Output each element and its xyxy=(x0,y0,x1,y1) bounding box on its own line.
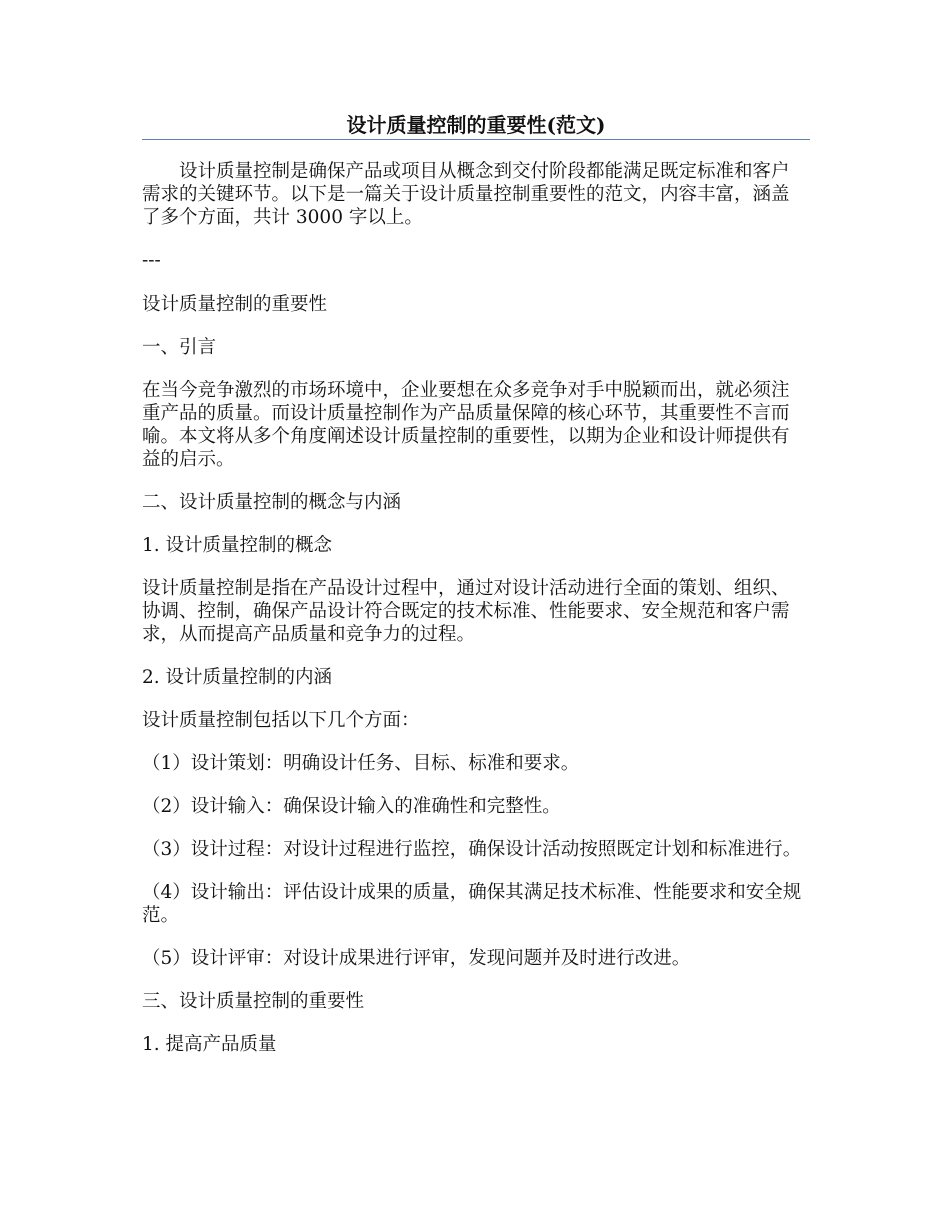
section-2-subheading-1: 1. 设计质量控制的概念 xyxy=(142,535,333,556)
section-3-heading: 三、设计质量控制的重要性 xyxy=(142,991,365,1012)
section-2-heading: 二、设计质量控制的概念与内涵 xyxy=(142,492,402,513)
intro-paragraph: 设计质量控制是确保产品或项目从概念到交付阶段都能满足既定标准和客户需求的关键环节。以下是一篇关于设计质量控制重要性的范文，内容丰富，涵盖了多个方面，共计 3000 字以上。 xyxy=(142,161,790,228)
list-item-2: （2）设计输入：确保设计输入的准确性和完整性。 xyxy=(142,796,561,817)
list-item-5: （5）设计评审：对设计成果进行评审，发现问题并及时进行改进。 xyxy=(142,948,691,969)
section-3-subheading-1: 1. 提高产品质量 xyxy=(142,1034,277,1055)
section-2-paragraph-2: 设计质量控制包括以下几个方面： xyxy=(142,710,420,731)
title-underline xyxy=(142,139,810,140)
list-item-3: （3）设计过程：对设计过程进行监控，确保设计活动按照既定计划和标准进行。 xyxy=(142,839,802,860)
section-2-subheading-2: 2. 设计质量控制的内涵 xyxy=(142,667,333,688)
section-1-paragraph: 在当今竞争激烈的市场环境中，企业要想在众多竞争对手中脱颖而出，就必须注重产品的质量。而设计质量控制作为产品质量保障的核心环节，其重要性不言而喻。本文将从多个角度阐述设计质量控制的重要性，以期为企业和设计师提供有益的启示。 xyxy=(142,380,790,470)
document-title: 设计质量控制的重要性(范文) xyxy=(346,113,606,137)
document-body xyxy=(142,160,807,1076)
list-item-1: （1）设计策划：明确设计任务、目标、标准和要求。 xyxy=(142,753,580,774)
list-item-4: （4）设计输出：评估设计成果的质量，确保其满足技术标准、性能要求和安全规范。 xyxy=(142,882,802,926)
section-1-heading: 一、引言 xyxy=(142,337,217,358)
article-title: 设计质量控制的重要性 xyxy=(142,294,328,315)
section-2-paragraph-1: 设计质量控制是指在产品设计过程中，通过对设计活动进行全面的策划、组织、协调、控制，确保产品设计符合既定的技术标准、性能要求、安全规范和客户需求，从而提高产品质量和竞争力的过程。 xyxy=(142,578,790,645)
separator-line: --- xyxy=(142,250,161,271)
